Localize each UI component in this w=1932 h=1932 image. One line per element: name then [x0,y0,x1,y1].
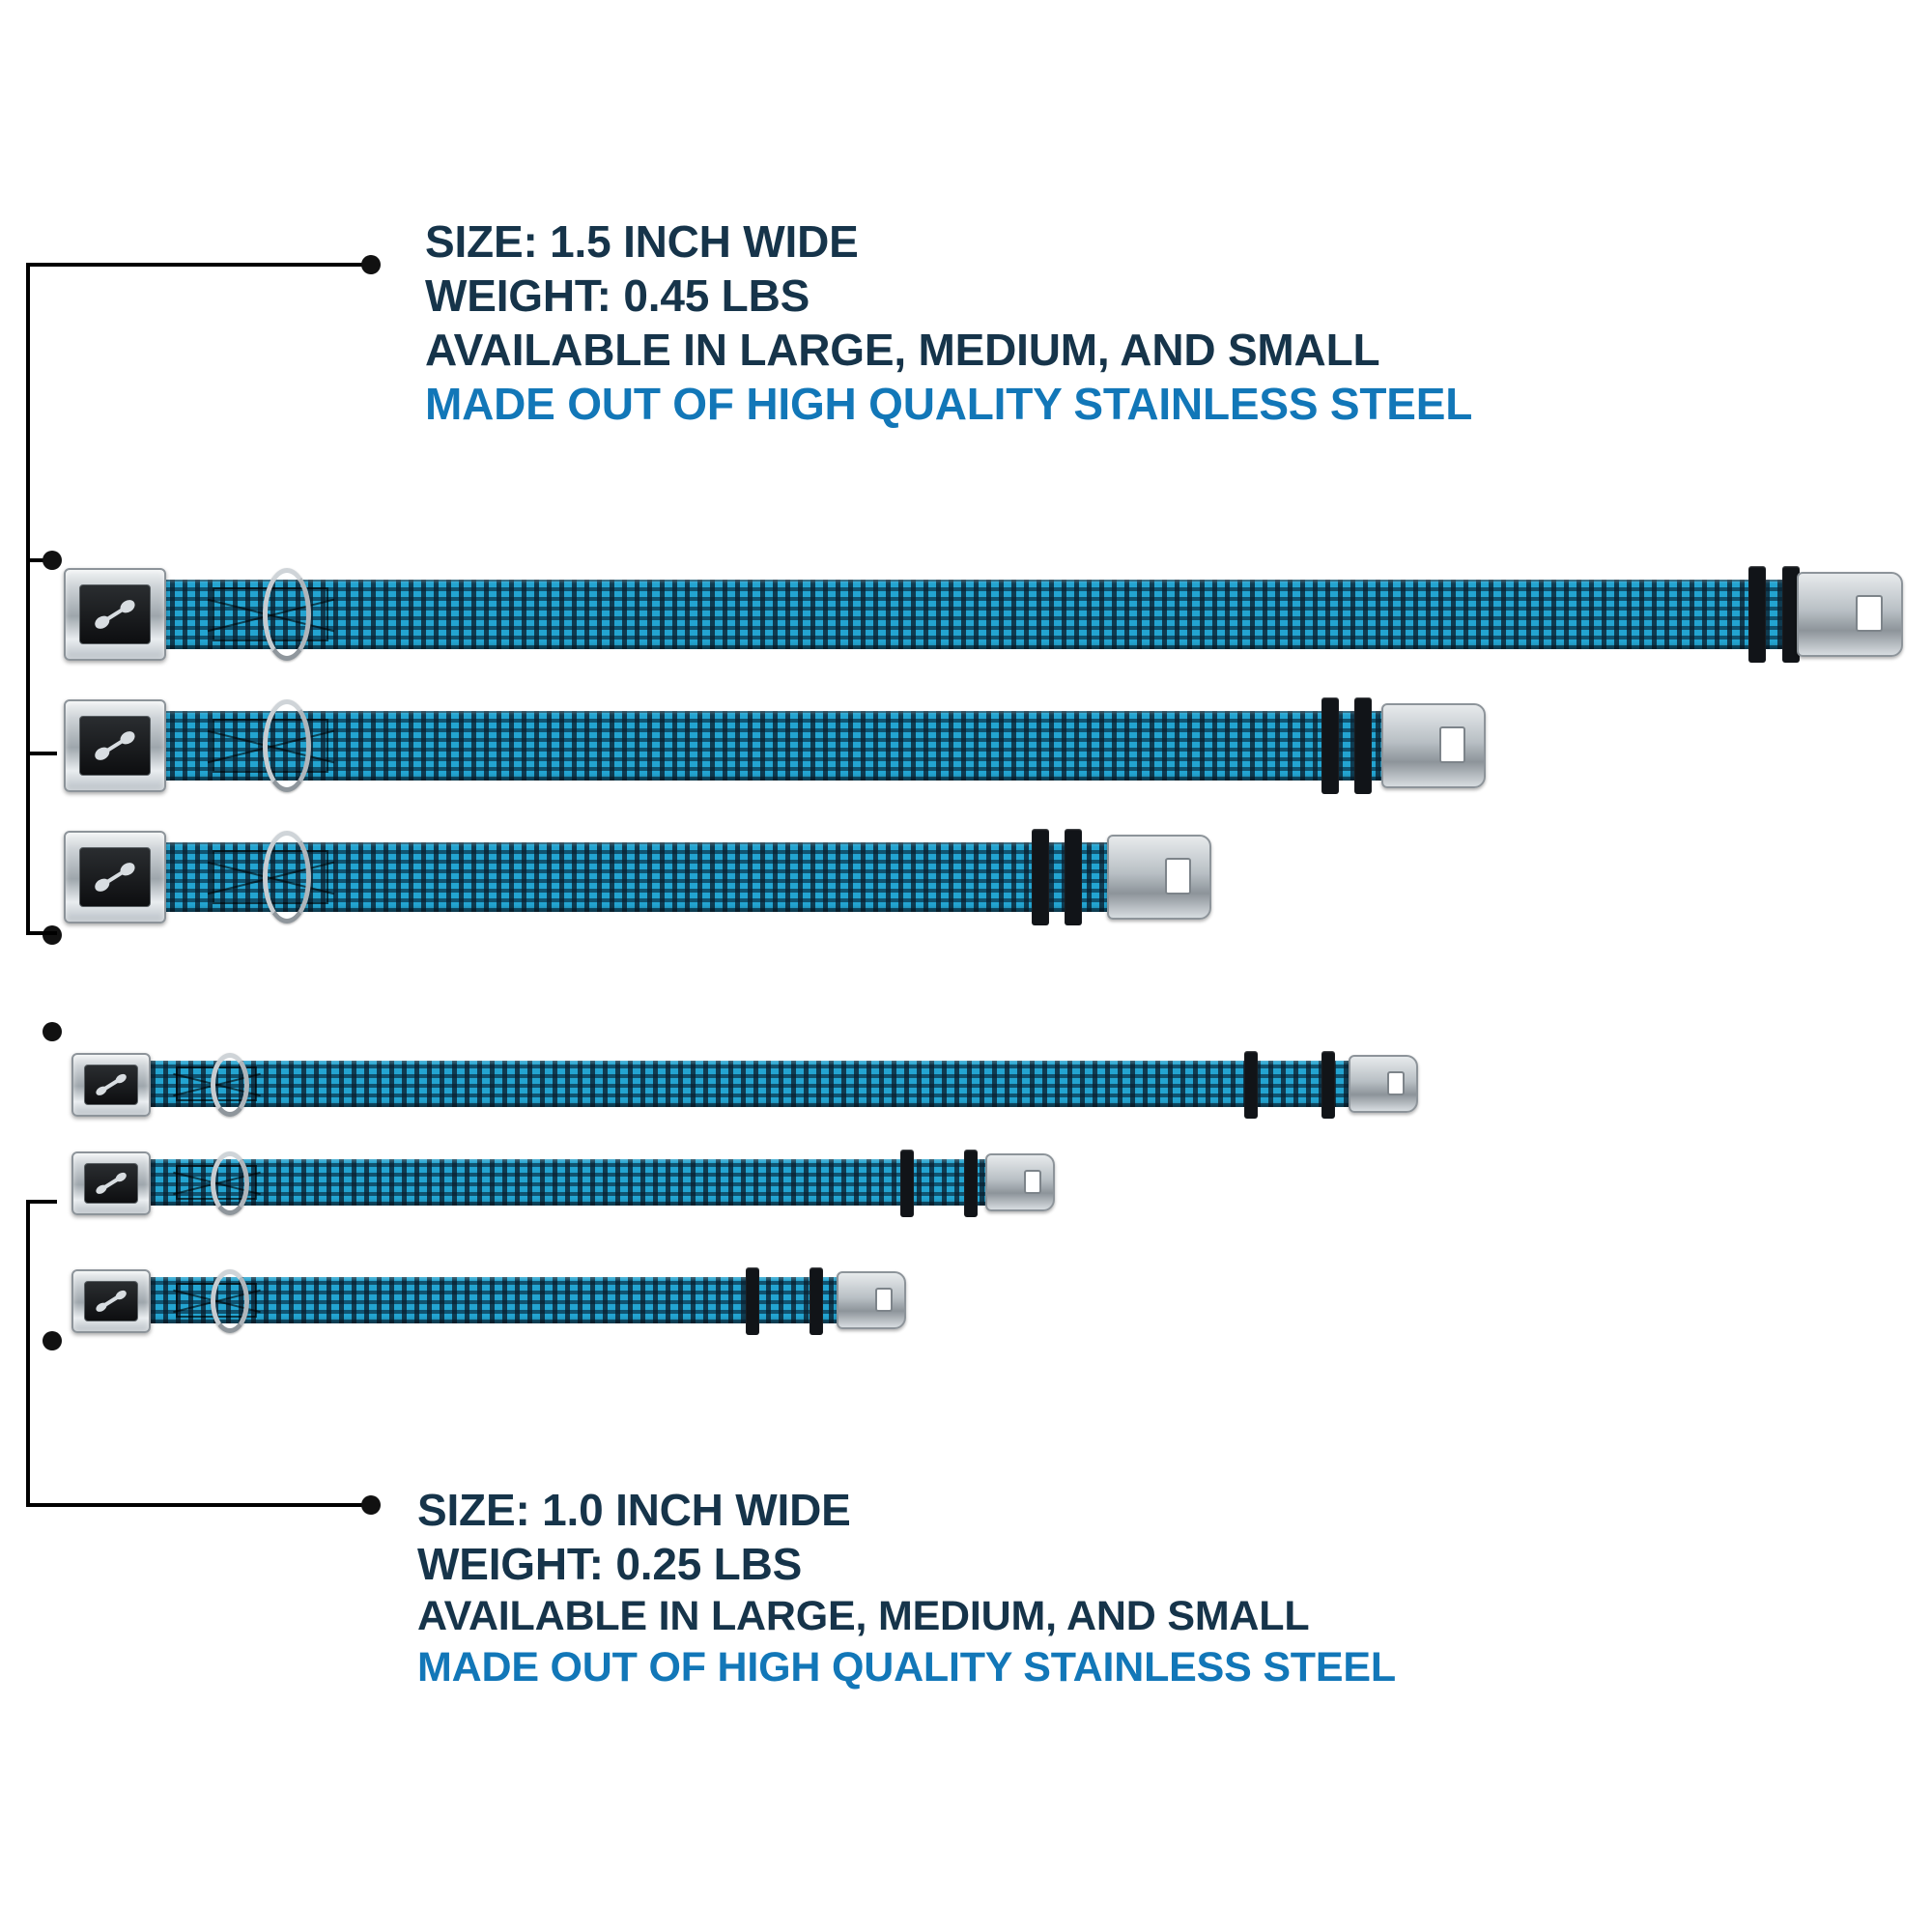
adjuster-slider [1065,829,1082,925]
seatbelt-buckle [71,1151,151,1215]
metal-tongue [1797,572,1903,657]
leader-bottom-vertical [26,1200,30,1507]
metal-tongue [837,1271,906,1329]
adjuster-slider [1244,1051,1258,1119]
buckle-face [79,716,150,777]
leader-top-horizontal [26,263,369,267]
spec-material-line: MADE OUT OF HIGH QUALITY STAINLESS STEEL [425,379,1473,430]
d-ring [211,1151,249,1215]
seatbelt-buckle [64,699,166,792]
collar-webbing [126,1159,1005,1206]
adjuster-slider [746,1267,759,1335]
d-ring [211,1053,249,1117]
leader-bottom-horizontal [26,1503,369,1507]
buckle-face [79,847,150,908]
d-ring [211,1269,249,1333]
tongue-hole [1165,858,1191,895]
collar-webbing [126,1061,1362,1107]
tongue-hole [1024,1170,1041,1195]
leader-top-vertical-lower [26,752,30,935]
leader-top-vertical [26,263,30,755]
seatbelt-buckle [64,568,166,661]
adjuster-slider [1354,697,1372,794]
leader-branch-collar5 [26,1200,57,1204]
seatbelt-buckle [71,1053,151,1117]
seatbelt-buckle [71,1269,151,1333]
leader-top-dot [361,255,381,274]
small-width-spec-block [417,1483,1396,1692]
buckle-face [79,584,150,645]
leader-bottom-dot [361,1495,381,1515]
tongue-hole [1856,595,1883,633]
tongue-hole [875,1288,893,1313]
dog-bone-icon [93,860,137,894]
adjuster-slider [1748,566,1766,663]
spec-size-line: SIZE: 1.0 INCH WIDE [417,1485,851,1535]
collar4-dot [43,1022,62,1041]
seatbelt-buckle [64,831,166,923]
buckle-face [84,1281,138,1321]
large-width-spec-block [425,214,1472,431]
collar-webbing [145,711,1410,781]
spec-weight-line: WEIGHT: 0.45 LBS [425,270,810,322]
buckle-face [84,1163,138,1204]
spec-material-line: MADE OUT OF HIGH QUALITY STAINLESS STEEL [417,1643,1396,1690]
adjuster-slider [1032,829,1049,925]
metal-tongue [985,1153,1055,1211]
leader-branch-collar3b [26,931,57,935]
adjuster-slider [964,1150,978,1217]
d-ring [263,699,311,792]
leader-branch-collar3 [26,752,57,755]
spec-weight-line: WEIGHT: 0.25 LBS [417,1539,803,1590]
metal-tongue [1349,1055,1418,1113]
buckle-face [84,1065,138,1105]
collar3-dot [43,925,62,945]
metal-tongue [1381,703,1486,788]
adjuster-slider [1321,1051,1335,1119]
tongue-hole [1387,1071,1405,1096]
metal-tongue [1107,835,1211,920]
d-ring [263,568,311,661]
dog-bone-icon [93,597,137,631]
collar-webbing [145,580,1787,649]
collar1-dot [43,551,62,570]
spec-size-line: SIZE: 1.5 INCH WIDE [425,216,859,267]
tongue-hole [1439,726,1465,764]
dog-bone-icon [95,1171,128,1196]
adjuster-slider [1321,697,1339,794]
adjuster-slider [900,1150,914,1217]
dog-bone-icon [93,728,137,762]
collar6-dot [43,1331,62,1350]
spec-availability-line: AVAILABLE IN LARGE, MEDIUM, AND SMALL [425,325,1380,376]
adjuster-slider [810,1267,823,1335]
d-ring [263,831,311,923]
dog-bone-icon [95,1289,128,1314]
dog-bone-icon [95,1072,128,1097]
spec-availability-line: AVAILABLE IN LARGE, MEDIUM, AND SMALL [417,1593,1310,1640]
